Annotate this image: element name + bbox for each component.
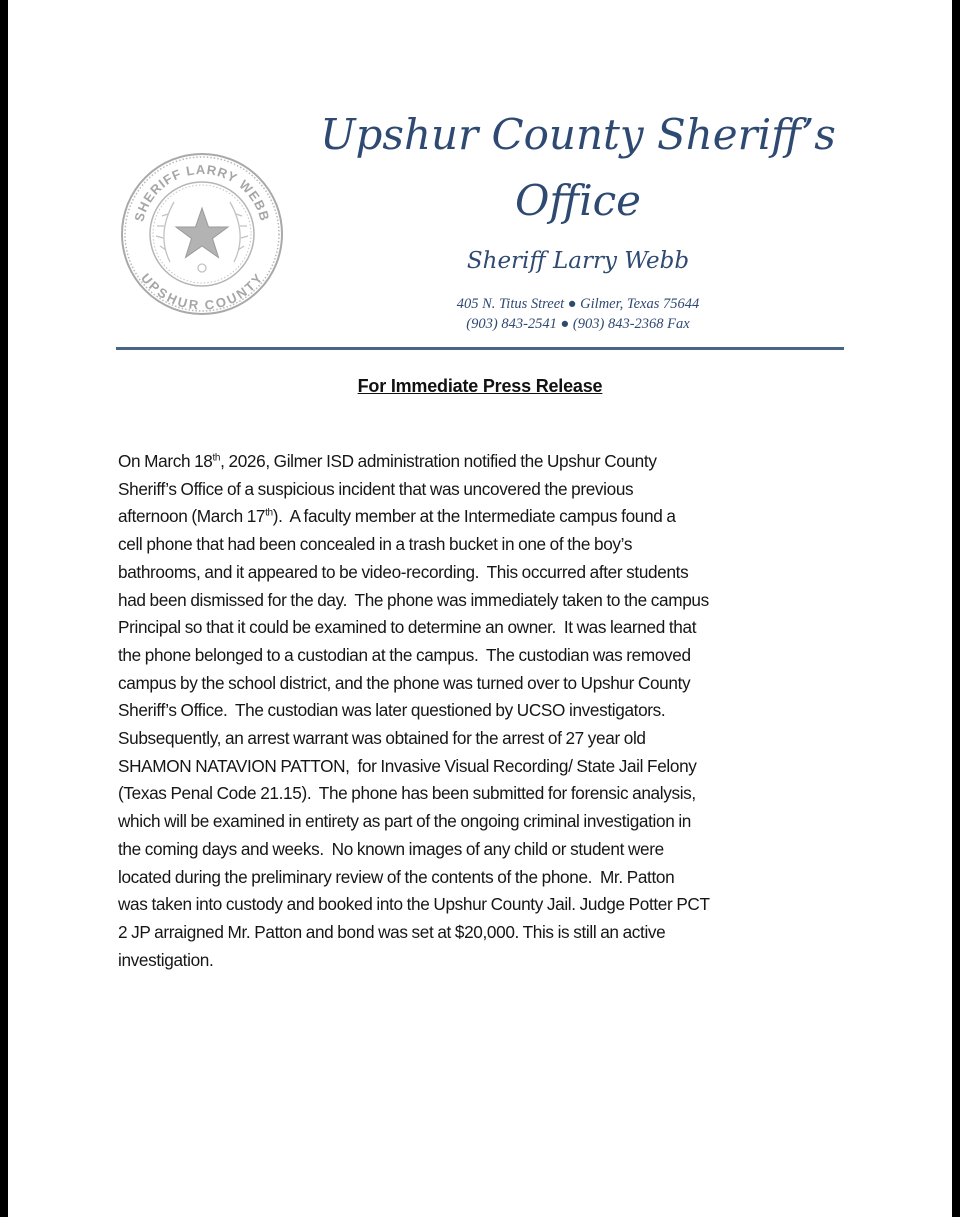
body-line <box>118 587 858 615</box>
body-line <box>118 531 858 559</box>
body-line <box>118 697 858 725</box>
office-title-line-2: Office <box>515 176 641 225</box>
body-line-text: bathrooms, and it appeared to be video-recording. This occurred after students <box>118 561 689 582</box>
street-address: 405 N. Titus Street ● Gilmer, Texas 75644 <box>456 296 700 312</box>
body-line <box>118 448 858 476</box>
body-line <box>118 864 858 892</box>
body-line-text: ). A faculty member at the Intermediate campus found a <box>272 506 676 527</box>
body-line-text: which will be examined in entirety as part of the ongoing criminal investigation in <box>118 811 692 832</box>
body-line-text: On March 18 <box>118 451 213 471</box>
body-line <box>118 780 858 808</box>
body-line-text: had been dismissed for the day. The phone was immediately taken to the campus <box>118 589 709 610</box>
sheriff-seal-logo <box>118 150 286 318</box>
sheriff-name: Sheriff Larry Webb <box>466 248 690 274</box>
seal-top-text: SHERIFF LARRY WEBB <box>131 161 273 224</box>
ordinal-superscript: th <box>265 507 273 519</box>
office-title <box>308 102 848 234</box>
body-line-text: the phone belonged to a custodian at the campus. The custodian was removed <box>118 644 691 665</box>
body-line-text: , 2026, Gilmer ISD administration notified the Upshur County <box>220 451 657 471</box>
contact-block <box>308 294 848 334</box>
body-line-text: investigation. <box>118 949 214 970</box>
letterhead-divider <box>116 347 844 350</box>
body-line-text: Sheriff’s Office of a suspicious incident that was uncovered the previous <box>118 478 634 499</box>
body-line <box>118 919 858 947</box>
body-line-text: located during the preliminary review of the contents of the phone. Mr. Patton <box>118 866 675 887</box>
body-line <box>118 503 858 531</box>
seal-bottom-text: UPSHUR COUNTY <box>138 270 266 313</box>
document-page <box>8 0 952 1217</box>
body-line-text: (Texas Penal Code 21.15). The phone has been submitted for forensic analysis, <box>118 783 696 804</box>
star-icon <box>176 208 228 258</box>
body-line-text: Principal so that it could be examined to determine an owner. It was learned that <box>118 617 697 638</box>
body-line-text: cell phone that had been concealed in a trash bucket in one of the boy’s <box>118 534 633 555</box>
body-line-text: Subsequently, an arrest warrant was obtained for the arrest of 27 year old <box>118 728 646 749</box>
body-line <box>118 891 858 919</box>
body-line <box>118 753 858 781</box>
body-line <box>118 614 858 642</box>
body-line-text: afternoon (March 17 <box>118 506 266 527</box>
body-line <box>118 836 858 864</box>
body-line-text: 2 JP arraigned Mr. Patton and bond was set at $20,000. This is still an active <box>118 921 666 942</box>
body-line-text: Sheriff’s Office. The custodian was later questioned by UCSO investigators. <box>118 700 666 721</box>
ordinal-superscript: th <box>212 452 221 464</box>
body-line-text: campus by the school district, and the phone was turned over to Upshur County <box>118 672 691 693</box>
body-line <box>118 808 858 836</box>
body-line <box>118 559 858 587</box>
body-line-text: the coming days and weeks. No known images of any child or student were <box>118 838 664 859</box>
body-line <box>118 947 858 975</box>
press-release-heading: For Immediate Press Release <box>357 376 603 396</box>
body-line <box>118 642 858 670</box>
phone-fax: (903) 843-2541 ● (903) 843-2368 Fax <box>466 316 690 332</box>
body-line-text: SHAMON NATAVION PATTON, for Invasive Visual Recording/ State Jail Felony <box>118 755 697 776</box>
body-line-text: was taken into custody and booked into the Upshur County Jail. Judge Potter PCT <box>118 894 710 915</box>
body-line <box>118 725 858 753</box>
body-line <box>118 670 858 698</box>
office-title-line-1: Upshur County Sheriff’s <box>320 110 836 159</box>
body-line <box>118 476 858 504</box>
press-release-body <box>118 448 858 974</box>
